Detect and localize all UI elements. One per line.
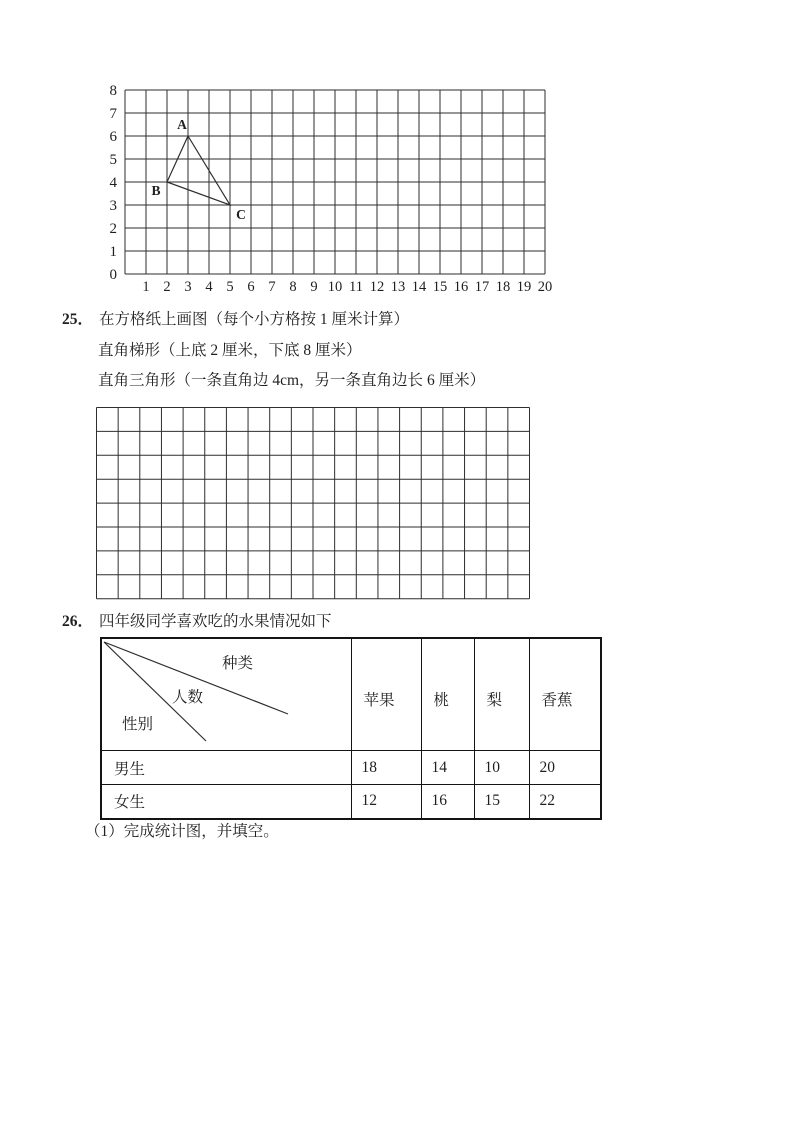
table-column-header-peach: 桃 [421,638,474,751]
x-axis-tick-label: 6 [247,279,255,295]
x-axis-tick-label: 4 [205,279,213,295]
corner-label-count: 人数 [172,689,204,706]
corner-label-gender: 性别 [122,716,154,733]
x-axis-tick-label: 12 [369,279,385,295]
table-header-row [101,638,601,751]
question-25-prompt: 在方格纸上画图（每个小方格按 1 厘米计算） [99,311,410,328]
table-column-header-pear: 梨 [474,638,529,751]
value-girls-apple: 12 [351,785,421,819]
question-26-prompt: 四年级同学喜欢吃的水果情况如下 [99,613,332,630]
y-axis-tick-label: 3 [109,198,117,214]
y-axis-tick-label: 0 [109,267,117,283]
y-axis-tick-label: 7 [109,106,117,122]
triangle-abc [167,136,230,205]
vertex-label-c: C [236,207,246,222]
x-axis-tick-label: 18 [495,279,511,295]
y-axis-tick-label: 8 [109,83,117,99]
x-axis-tick-label: 11 [349,279,363,295]
corner-label-kind: 种类 [222,655,254,672]
x-axis-tick-label: 13 [390,279,406,295]
question-25-item-right-triangle: 直角三角形（一条直角边 4cm，另一条直角边长 6 厘米） [98,372,486,389]
fruit-survey-table [100,637,602,820]
x-axis-tick-label: 7 [268,279,276,295]
value-girls-banana: 22 [529,785,601,819]
x-axis-tick-label: 9 [310,279,318,295]
table-corner-cell [101,638,351,751]
value-girls-pear: 15 [474,785,529,819]
value-girls-peach: 16 [421,785,474,819]
x-axis-tick-label: 19 [516,279,532,295]
question-26-number: 26． [62,613,94,630]
x-axis-tick-label: 17 [474,279,490,295]
blank-drawing-grid [95,406,533,601]
value-boys-pear: 10 [474,751,529,785]
row-label-girls: 女生 [101,785,351,819]
x-axis-tick-label: 15 [432,279,448,295]
x-axis-tick-label: 2 [163,279,171,295]
x-axis-tick-label: 14 [411,279,427,295]
y-axis-tick-label: 4 [109,175,117,191]
y-axis-tick-label: 6 [109,129,117,145]
table-column-header-apple: 苹果 [351,638,421,751]
coordinate-grid [95,82,573,300]
table-row-boys [101,751,601,785]
table-row-girls [101,785,601,819]
x-axis-tick-label: 10 [327,279,343,295]
y-axis-tick-label: 5 [109,152,117,168]
y-axis-tick-label: 1 [109,244,117,260]
vertex-label-a: A [177,117,187,132]
question-25-item-trapezoid: 直角梯形（上底 2 厘米，下底 8 厘米） [98,342,362,359]
row-label-boys: 男生 [101,751,351,785]
table-column-header-banana: 香蕉 [529,638,601,751]
x-axis-tick-label: 16 [453,279,469,295]
x-axis-tick-label: 20 [537,279,553,295]
question-26-line [62,612,332,632]
value-boys-peach: 14 [421,751,474,785]
x-axis-tick-label: 8 [289,279,297,295]
value-boys-banana: 20 [529,751,601,785]
x-axis-tick-label: 5 [226,279,234,295]
question-25-number: 25． [62,311,94,328]
sub-question-1: （1）完成统计图，并填空。 [85,823,279,840]
x-axis-tick-label: 1 [142,279,150,295]
question-25-line [62,310,409,330]
x-axis-tick-label: 3 [184,279,192,295]
value-boys-apple: 18 [351,751,421,785]
vertex-label-b: B [151,183,161,198]
y-axis-tick-label: 2 [109,221,117,237]
